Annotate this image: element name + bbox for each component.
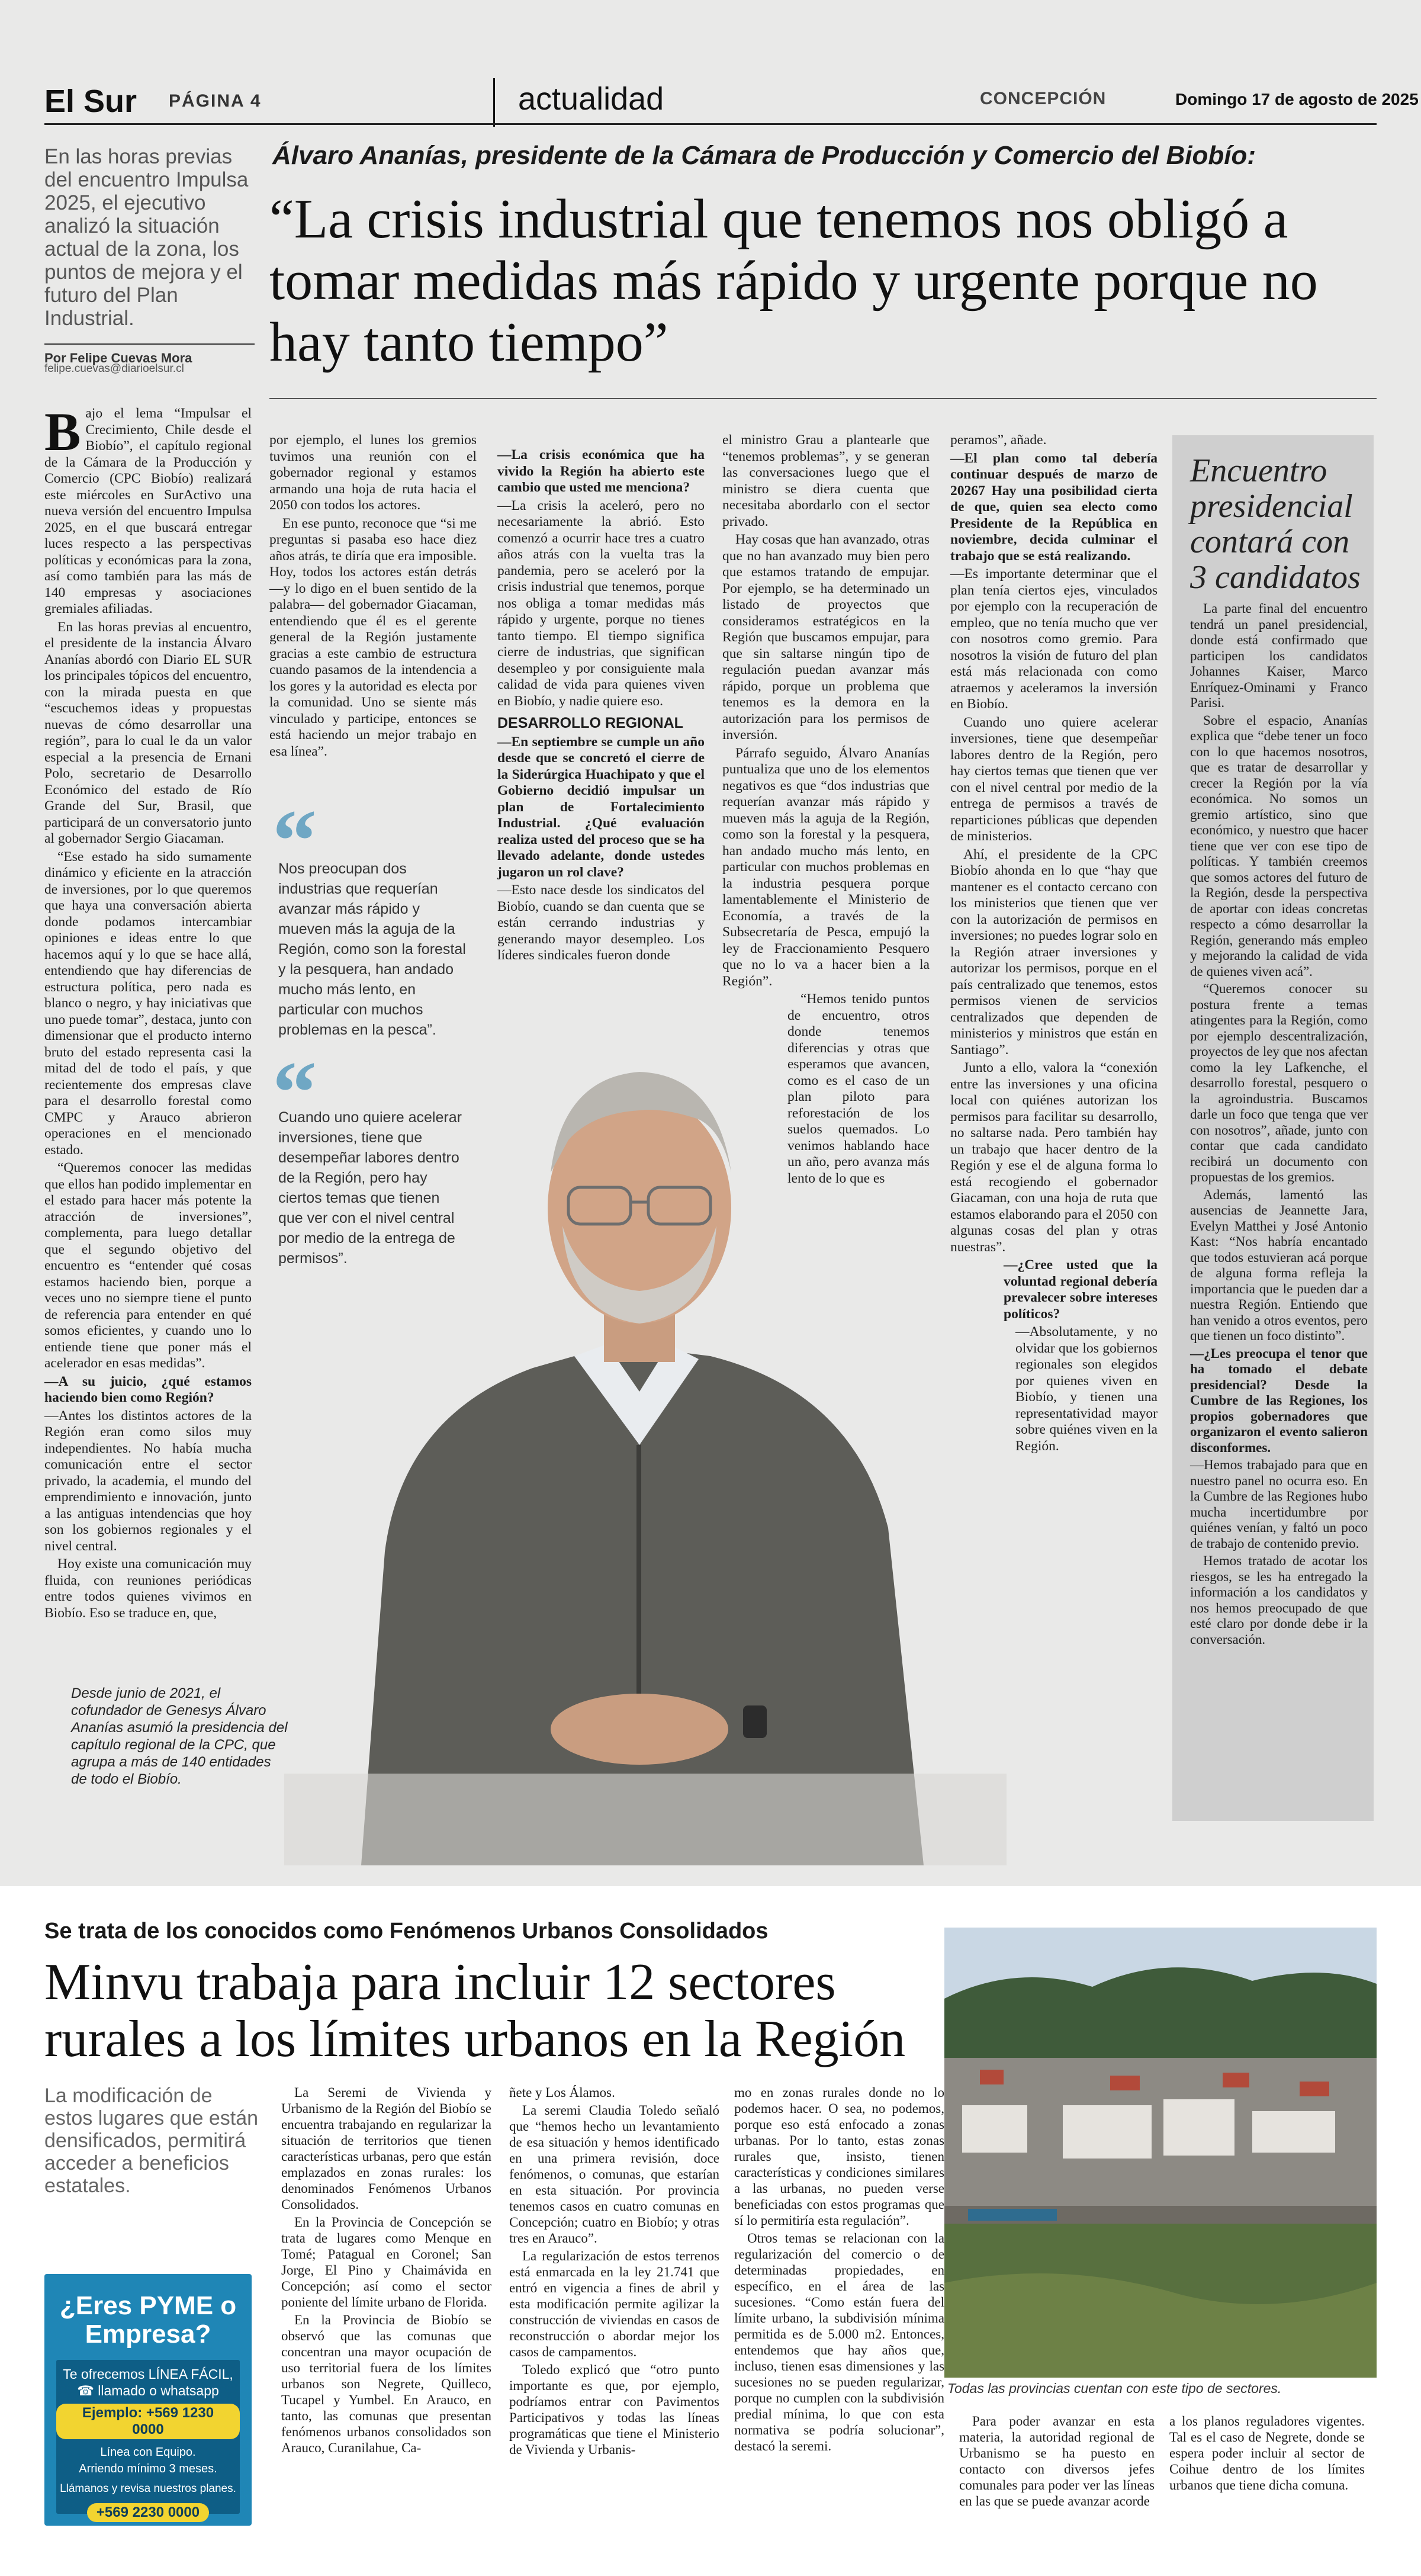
paragraph: Junto a ello, valora la “conexión entre las inversiones y una oficina local con quiénes autorizan los permisos para facilitar su desarrollo, no saltarse nada. Pero también hay un trabajo que hacer dentro de la Región y ese el de alguna forma lo está recogiendo el gobernador Giacaman, con una hoja de ruta que estamos elaborando para el 2050 con algunas cosas del plan y otras nuestras”. — [950, 1060, 1158, 1255]
article2-column-5 — [1169, 2413, 1365, 2495]
article-kicker: Álvaro Ananías, presidente de la Cámara de Producción y Comercio del Biobío: — [272, 141, 1256, 170]
interview-question: —En septiembre se cumple un año desde que se concretó el cierre de la Siderúrgica Huachipato y que el Gobierno decidió impulsar un plan de Fortalecimiento Industrial. ¿Qué evaluación realiza usted del proceso que se ha llevado adelante, donde ustedes jugaron un rol clave? — [497, 734, 705, 880]
newspaper-logo: El Sur — [44, 83, 137, 119]
edition-date: Domingo 17 de agosto de 2025 — [1175, 90, 1419, 108]
article-column-2 — [269, 432, 477, 762]
paragraph: En las horas previas al encuentro, el presidente de la instancia Álvaro Ananías abordó con Diario EL SUR los principales tópicos del encuentro, con la mirada puesta en que “escuchemos ideas y propuestas nuevas de cómo desarrollar una región”, para lo cual le da un valor especial a la presencia de Ernani Polo, secretario de Desarrollo Económico del estado de Río Grande del Sur, Brasil, que participará de un conversatorio junto al gobernador Sergio Giacaman. — [44, 619, 252, 846]
interview-question: —La crisis económica que ha vivido la Región ha abierto este cambio que usted me menciona? — [497, 447, 705, 495]
paragraph: En la Provincia de Biobío se observó que las comunas que concentran una mayor ocupación de uso territorial fuera de los límites urbanos son Negrete, Quilleco, Tucapel y Yumbel. En Arauco, en tanto, las comunas que presentan fenómenos urbanos consolidados son Arauco, Curanilahue, Ca- — [281, 2312, 491, 2455]
paragraph: “Queremos conocer su postura frente a temas atingentes para la Región, como por ejemplo descentralización, proyectos de ley que nos afectan como la ley Lafkenche, el desarrollo forestal, pesquero o la agroindustria. Buscamos darle un foco que tenga que ver con nosotros”, añade, junto con contar que cada candidato recibirá un documento con propuestas de los gremios. — [1190, 981, 1368, 1184]
photo-caption: Desde junio de 2021, el cofundador de Genesys Álvaro Ananías asumió la presidencia del capítulo regional de la CPC, que agrupa a más de 140 entidades de todo el Biobío. — [71, 1685, 288, 1787]
paragraph: La Seremi de Vivienda y Urbanismo de la Región del Biobío se encuentra trabajando en regularizar la situación de territorios que tienen características urbanas, pero que están emplazados en zonas rurales: los denominados Fenómenos Urbanos Consolidados. — [281, 2085, 491, 2212]
ad-panel — [56, 2360, 240, 2520]
ad-cta: Llámanos y revisa nuestros planes. — [60, 2482, 236, 2495]
article-separator — [0, 1886, 1421, 1891]
paragraph: a los planos reguladores vigentes. Tal es el caso de Negrete, donde se espera poder incluir al sector de Coihue dentro de los límites urbanos que tiene dicha comuna. — [1169, 2414, 1365, 2493]
paragraph: La regularización de estos terrenos está enmarcada en la ley 21.741 que entró en vigencia a fines de abril y esta modificación permite agilizar la construcción de viviendas en casos de reconstrucción o abordar mejor los casos de campamentos. — [509, 2249, 719, 2359]
headline-rule — [269, 398, 1377, 399]
interview-question: —El plan como tal debería continuar después de marzo de 20267 Hay una posibilidad cierta de que, quien sea electo como Presidente de la República en noviembre, decida culminar el trabajo que se está realizando. — [950, 450, 1158, 564]
paragraph: —Es importante determinar que el plan tenía ciertos ejes, vinculados por ejemplo con la recuperación de empleo, que no tenía mucho que ver con nosotros como gremio. Para nosotros la visión de futuro del plan está más relacionada con como atraemos y aceleramos la inversión en Biobío. — [950, 566, 1158, 712]
paragraph: La parte final del encuentro tendrá un panel presidencial, donde está confirmado que participen los candidatos Johannes Kaiser, Marco Enríquez-Ominami y Franco Parisi. — [1190, 601, 1368, 710]
portrait-photo — [284, 1036, 1007, 1865]
paragraph: Hemos tratado de acotar los riesgos, se les ha entregado la información a los candidatos y nos hemos preocupado de que esté claro por donde debe ir la conversación. — [1190, 1553, 1368, 1647]
paragraph: Cuando uno quiere acelerar inversiones, tiene que desempeñar labores dentro de la Región, pero hay ciertos temas que tienen que ver con el nivel central por medio de la entrega de permisos a través de reparticiones públicas que dependen de ministerios. — [950, 714, 1158, 844]
quote-mark-icon: “ — [272, 792, 317, 890]
article2-column-2 — [509, 2084, 719, 2459]
article2-column-4 — [959, 2413, 1155, 2511]
article2-kicker: Se trata de los conocidos como Fenómenos Urbanos Consolidados — [44, 1919, 769, 1944]
article-lead: En las horas previas del encuentro Impulsa 2025, el ejecutivo analizó la situación actual de la zona, los puntos de mejora y el futuro del Plan Industrial. — [44, 145, 249, 330]
paragraph: por ejemplo, el lunes los gremios tuvimos una reunión con el gobernador regional y estamos armando una hoja de ruta hacia el 2050 con todos los actores. — [269, 432, 477, 513]
ad-offer: Te ofrecemos LÍNEA FÁCIL, — [63, 2366, 233, 2382]
article-headline: “La crisis industrial que tenemos nos obligó a tomar medidas más rápido y urgente porque no hay tanto tiempo” — [269, 188, 1318, 373]
subheading: DESARROLLO REGIONAL — [497, 715, 683, 731]
paragraph: Toledo explicó que “otro punto importante es que, por ejemplo, podríamos entrar con Pavimentos Participativos y todas las líneas programáticas que tiene el Ministerio de Vivienda y Urbanis- — [509, 2362, 719, 2457]
paragraph: “Hemos tenido puntos de encuentro, otros donde tenemos diferencias y otras que esperamos que avancen, como es el caso de un plan piloto para reforestación de los suelos quemados. Lo venimos hablando hace un año, pero avanza más lento de lo que es — [787, 991, 930, 1186]
paragraph: Además, lamentó las ausencias de Jeannette Jara, Evelyn Matthei y José Antonio Kast: “Nos habría encantado que todos estuvieran acá porque de alguna forma refleja la importancia que le pueden dar a nuestra Región. Entiendo que han venido a otros eventos, pero que tienen un foco distinto”. — [1190, 1187, 1368, 1343]
ad-title: ¿Eres PYME o Empresa? — [59, 2291, 237, 2349]
interview-question: —¿Les preocupa el tenor que ha tomado el debate presidencial? Desde la Cumbre de las Regiones, los propios gobernadores que organizaron el evento salieron disconformes. — [1190, 1345, 1368, 1455]
paragraph: el ministro Grau a plantearle que “tenemos problemas”, y se generan las conversaciones luego que el ministro se diera cuenta que necesitaba abordarlo con el sector privado. — [722, 432, 930, 529]
paragraph: Otros temas se relacionan con la regularización del comercio o de determinadas propiedades, en específico, en el área de las sucesiones. “Como están fuera del límite urbano, la subdivisión mínima permitida es de 5.000 m2. Entonces, entendemos que hay años que, incluso, tienen esas dimensiones y las sucesiones no se pueden regularizar, porque no cumplen con la subdivisión predial mínima, lo que con esta normativa se podría solucionar”, destacó la seremi. — [734, 2231, 944, 2453]
paragraph: peramos”, añade. — [950, 432, 1047, 448]
article2-headline: Minvu trabaja para incluir 12 sectores rurales a los límites urbanos en la Región — [44, 1954, 906, 2068]
byline: Por Felipe Cuevas Mora — [44, 343, 255, 366]
author-email[interactable]: felipe.cuevas@diarioelsur.cl — [44, 362, 184, 375]
section-divider — [493, 78, 495, 127]
paragraph: —La crisis la aceleró, pero no necesariamente la abrió. Esto comenzó a ocurrir hace tres a cuatro años atrás con la vuelta tras la pandemia, pero se aceleró por la crisis industrial que tenemos, porque nos obliga a tomar medidas más rápido y urgente, porque no tienes tanto tiempo. El tiempo significa cierre de industrias, que significan desempleo y por consiguiente mala calidad de vida para quienes viven en Biobío, y nadie quiere eso. — [497, 497, 705, 709]
ad-contact-methods: ☎ llamado o whatsapp — [77, 2383, 219, 2398]
pull-quote-2: Cuando uno quiere acelerar inversiones, tiene que desempeñar labores dentro de la Región, pero hay ciertos temas que tienen que ver con el nivel central por medio de la entrega de permisos”. — [278, 1109, 462, 1267]
paragraph: mo en zonas rurales donde no lo podemos hacer. O sea, no podemos, porque eso está enfocado a zonas urbanas. Por lo tanto, estas zonas rurales que, insisto, tienen características y condiciones similares a las urbanas, no pueden verse beneficiadas con estos programas que sí lo permitiría esta regulación”. — [734, 2085, 944, 2228]
paragraph: —Esto nace desde los sindicatos del Biobío, cuando se dan cuenta que se están cerrando industrias y generando mayor desempleo. Los líderes sindicales fueron donde — [497, 882, 705, 963]
edition-city: CONCEPCIÓN — [980, 89, 1107, 108]
article2-column-1 — [281, 2084, 491, 2458]
paragraph: Para poder avanzar en esta materia, la autoridad regional de Urbanismo se ha puesto en contacto con diversos jefes comunales para poder ver las líneas en las que se puede avanzar acorde — [959, 2414, 1155, 2508]
paragraph: Hoy existe una comunicación muy fluida, con reuniones periódicas entre todos quienes vivimos en Biobío. Eso se traduce en, que, — [44, 1556, 252, 1621]
drop-cap: B — [44, 402, 81, 462]
interview-question: —A su juicio, ¿qué estamos haciendo bien como Región? — [44, 1373, 252, 1405]
interview-question: —¿Cree usted que la voluntad regional debería prevalecer sobre intereses políticos? — [1004, 1257, 1158, 1322]
paragraph: “Ese estado ha sido sumamente dinámico y eficiente en la atracción de inversiones, por lo que queremos que haya una conversación abierta donde podamos intercambiar opiniones e ideas entre lo que hacemos aquí y lo que se hace allá, entendiendo que hay diferencias de estructura política, pero nada es blanco o negro, y hay iniciativas que uno puede tomar”, destaca, junto con dimensionar que el producto interno bruto del estado representa casi la mitad del de todo el país, y que recientemente dos empresas clave para el desarrollo forestal como CMPC y Arauco abrieron operaciones en el mencionado estado. — [44, 849, 252, 1158]
town-photo — [944, 1928, 1377, 2378]
article-column-3 — [497, 447, 705, 966]
quote-mark-icon: “ — [272, 1043, 317, 1142]
pull-quote-1: Nos preocupan dos industrias que requerían avanzar más rápido y mueven más la aguja de la Región, como son la forestal y la pesquera, han andado mucho más lento, en particular con muchos problemas en la pesca”. — [278, 860, 466, 1038]
paragraph: —Hemos trabajado para que en nuestro panel no ocurra eso. En la Cumbre de las Regiones hubo mucha incertidumbre por quiénes venían, y faltó un poco de trabajo de contenido previo. — [1190, 1457, 1368, 1551]
paragraph: Sobre el espacio, Ananías explica que “debe tener un foco con lo que hacemos nosotros, que es tratar de desarrollar y crecer la Región por la vía económica. No somos un gremio artístico, sino que económico, y nuestro que hacer tiene que ver con ese tipo de políticas. Y también creemos que somos actores del futuro de la Región, desde la perspectiva de aportar con ideas concretas respecto a cómo desarrollar la Región, generando más empleo y mejorando la calidad de vida de quienes viven acá”. — [1190, 712, 1368, 979]
whatsapp-icon: ☎ — [77, 2383, 98, 2398]
town-photo-caption: Todas las provincias cuentan con este tipo de sectores. — [947, 2381, 1282, 2396]
paragraph: —Absolutamente, y no olvidar que los gobiernos regionales son elegidos por quienes viven en Biobío, y tienen una representatividad mayor sobre quiénes viven en la Región. — [1015, 1324, 1158, 1454]
ad-example-number: Ejemplo: +569 1230 0000 — [56, 2404, 240, 2439]
paragraph: En la Provincia de Concepción se trata de lugares como Menque en Tomé; Patagual en Coronel; San Jorge, El Pino y Chaimávida en Concepción; así como el sector poniente del límite urbano de Florida. — [281, 2215, 491, 2310]
paragraph: Hay cosas que han avanzado, otras que no han avanzado muy bien pero que estamos tratando de empujar. Por ejemplo, se ha determinado un listado de proyectos que consideramos estratégicos en la Región que buscamos empujar, para que sin saltarse ningún tipo de regulación puedan avanzar más rápido, porque un problema que tenemos es la demora en la autorización para los permisos de inversión. — [722, 532, 930, 743]
ad-benefit-2: Arriendo mínimo 3 meses. — [79, 2462, 217, 2475]
paragraph: —Antes los distintos actores de la Región eran como silos muy independientes. No había mucha comunicación entre el sector privado, la academia, el mundo del emprendimiento e innovación, junto a las antiguas intendencias que hoy son los gobiernos regionales y el nivel central. — [44, 1408, 252, 1554]
paragraph: En ese punto, reconoce que “si me preguntas si pasaba eso hace diez años atrás, te diría que era imposible. Hoy, todos los actores están detrás —y lo digo en el buen sentido de la palabra— del gobernador Giacaman, entendiendo que él es el gerente general de la Región justamente gracias a este cambio de estructura cuando pasamos de la intendencia a los gores y la autoridad es electa por la comunidad. Uno se siente más vinculado y participe, entonces se está haciendo un mejor trabajo en esa línea”. — [269, 515, 477, 759]
page-number: PÁGINA 4 — [169, 91, 262, 111]
sidebar-title: Encuentro presidencial contará con 3 candidatos — [1190, 452, 1361, 596]
article2-lead: La modificación de estos lugares que están densificados, permitirá acceder a beneficios estatales. — [44, 2084, 259, 2197]
paragraph: ñete y Los Álamos. — [509, 2085, 615, 2100]
sidebar-text — [1190, 601, 1368, 1649]
page-header — [44, 81, 1419, 124]
paragraph: Párrafo seguido, Álvaro Ananías puntualiza que uno de los elementos negativos es que “dos industrias que requerían avanzar más rápido y mueven más la aguja de la Región, como son la forestal y la pesquera, han andado mucho más lento, en particular con muchos problemas en la industria pesquera porque lamentablemente el Ministerio de Economía, a través de la Subsecretaría de Pesca, empujó la ley de Fraccionamiento Pesquero que no lo va a hacer bien a la Región”. — [722, 745, 930, 989]
article2-column-3 — [734, 2084, 944, 2456]
header-rule — [44, 123, 1377, 125]
paragraph: Ahí, el presidente de la CPC Biobío ahonda en lo que “hay que mantener es el contacto cercano con los ministerios que tienen que ver con la autorización de permisos en inversiones; no puedes lograr solo en la Región atraer inversiones y autorizar los permisos, porque en el país centralizado que tenemos, estos permisos vienen de servicios centralizados que dependen de ministerios y ministros que están en Santiago”. — [950, 846, 1158, 1058]
section-name: actualidad — [518, 81, 664, 117]
paragraph: ajo el lema “Impulsar el Crecimiento, Chile desde el Biobío”, el capítulo regional de la Cámara de la Producción y Comercio (CPC Biobío) realizará este miércoles en SurActivo una nueva versión del encuentro Impulsa 2025, en el que buscará entregar luces respecto a las perspectivas políticas y económicas para la zona, así como también para las más de 140 empresas y asociaciones gremiales afiliadas. — [44, 406, 252, 616]
article-column-1 — [44, 402, 252, 1623]
pyme-advertisement[interactable] — [44, 2274, 252, 2526]
paragraph: “Queremos conocer las medidas que ellos han podido implementar en el estado para hacer más potente la atracción de inversiones”, complementa, para luego detallar que el segundo objetivo del encuentro es “entender qué cosas estamos haciendo bien, porque a veces uno no siempre tiene el punto de referencia para entender en qué somos eficientes, y cuando uno lo entiende tiene que poner más el acelerador en esas medidas”. — [44, 1160, 252, 1371]
ad-benefit-1: Línea con Equipo. — [100, 2446, 196, 2459]
ad-phone-number[interactable]: +569 2230 0000 — [87, 2503, 209, 2522]
paragraph: La seremi Claudia Toledo señaló que “hemos hecho un levantamiento de esa situación y hemos identificado en una primera revisión, doce fenómenos, o comunas, que estarían en esta situación. Por provincia tenemos casos en cuatro comunas en Concepción; cuatro en Biobío; y otras tres en Arauco”. — [509, 2103, 719, 2246]
